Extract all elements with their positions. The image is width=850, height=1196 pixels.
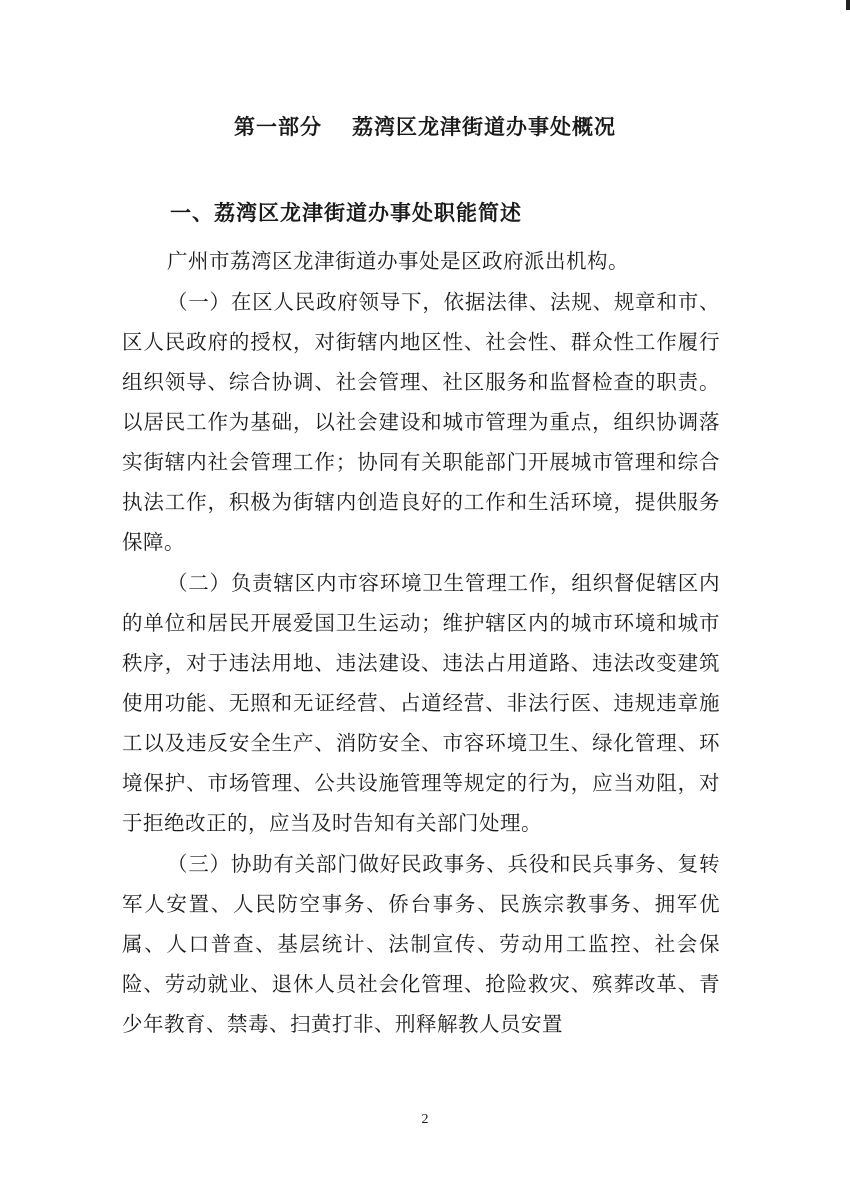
page-title bbox=[0, 111, 850, 143]
paragraph-duty-3: （三）协助有关部门做好民政事务、兵役和民兵事务、复转军人安置、人民防空事务、侨台事务、民族宗教事务、拥军优属、人口普查、基层统计、法制宣传、劳动用工监控、社会保险、劳动就业、退休人员社会化管理、抢险救灾、殡葬改革、青少年教育、禁毒、扫黄打非、刑释解教人员安置 bbox=[122, 852, 720, 1036]
body-text bbox=[122, 241, 720, 1044]
scan-corner-mark bbox=[846, 0, 850, 10]
section-heading: 一、荔湾区龙津街道办事处职能简述 bbox=[170, 200, 522, 225]
title-main: 荔湾区龙津街道办事处概况 bbox=[352, 114, 616, 139]
paragraph-duty-2: （二）负责辖区内市容环境卫生管理工作，组织督促辖区内的单位和居民开展爱国卫生运动；维护辖区内的城市环境和城市秩序，对于违法用地、违法建设、违法占用道路、违法改变建筑使用功能、无照和无证经营、占道经营、非法行医、违规违章施工以及违反安全生产、消防安全、市容环境卫生、绿化管理、环境保护、市场管理、公共设施管理等规定的行为，应当劝阻，对于拒绝改正的，应当及时告知有关部门处理。 bbox=[122, 571, 720, 835]
paragraph-duty-1: （一）在区人民政府领导下，依据法律、法规、规章和市、区人民政府的授权，对街辖内地区性、社会性、群众性工作履行组织领导、综合协调、社会管理、社区服务和监督检查的职责。以居民工作为基础，以社会建设和城市管理为重点，组织协调落实街辖内社会管理工作；协同有关职能部门开展城市管理和综合执法工作，积极为街辖内创造良好的工作和生活环境，提供服务保障。 bbox=[122, 290, 720, 554]
title-part: 第一部分 bbox=[234, 114, 322, 139]
paragraph-intro: 广州市荔湾区龙津街道办事处是区政府派出机构。 bbox=[167, 249, 629, 273]
page-number: 2 bbox=[421, 1112, 429, 1127]
